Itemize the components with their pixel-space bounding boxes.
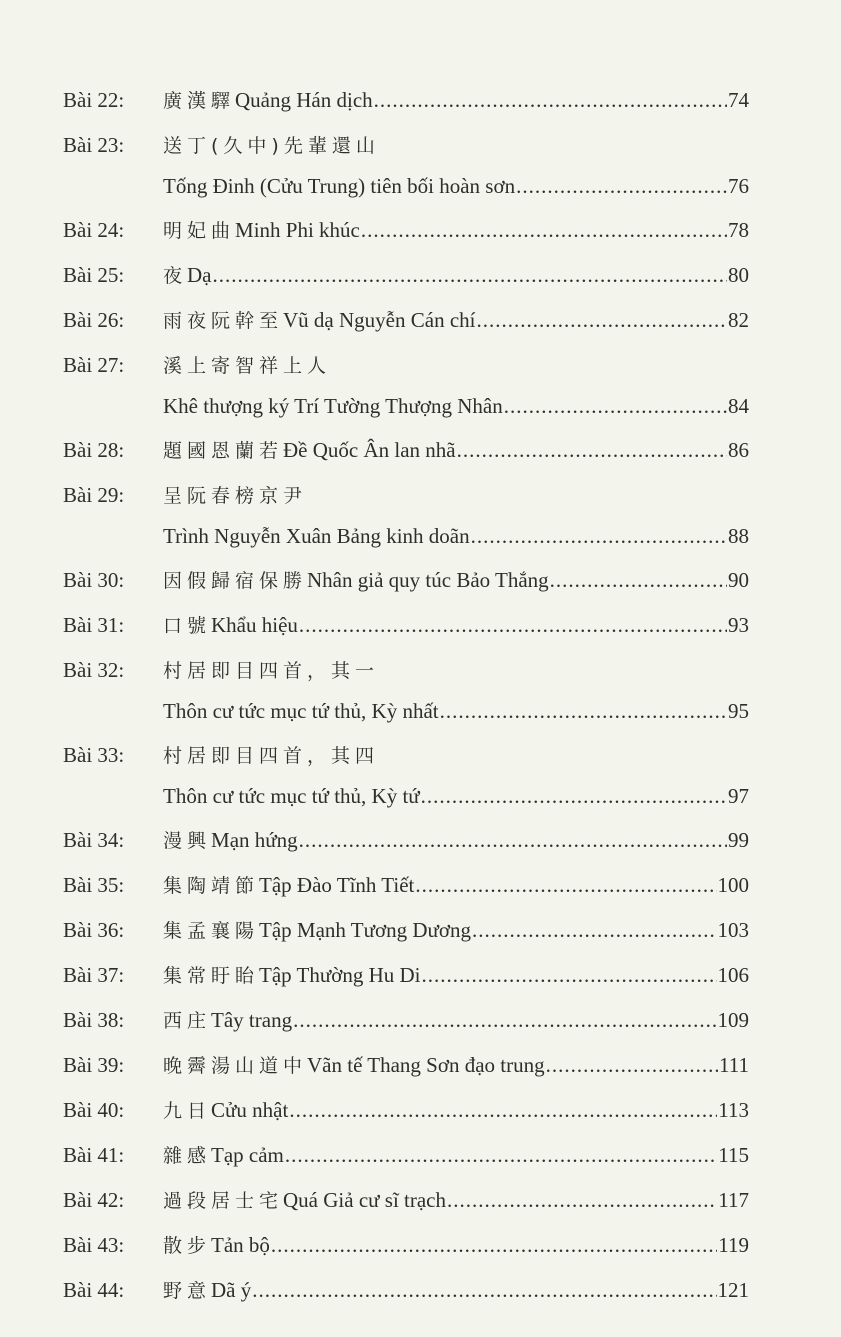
dot-leader (299, 818, 727, 862)
entry-number: Bài 29: (63, 483, 125, 507)
dot-leader (476, 298, 727, 342)
dot-leader (447, 1178, 717, 1222)
han-title: 漫興 (163, 830, 212, 852)
toc-entry (63, 1178, 749, 1223)
toc-entry (63, 998, 749, 1043)
entry-number: Bài 36: (63, 918, 125, 942)
han-title: 溪上寄智祥上人 (163, 355, 332, 377)
toc-entry (63, 558, 749, 603)
toc-entry (63, 908, 749, 953)
han-title: 村居即目四首，其一 (163, 660, 380, 682)
entry-number: Bài 37: (63, 963, 125, 987)
toc-entry (63, 1268, 749, 1313)
han-title: 口號 (163, 615, 212, 637)
page-number: 121 (717, 1278, 749, 1302)
entry-number: Bài 38: (63, 1008, 125, 1032)
page-number: 106 (717, 963, 749, 987)
entry-number: Bài 23: (63, 133, 125, 157)
page-number: 97 (728, 784, 749, 808)
han-title: 夜 (163, 265, 188, 287)
toc-entry (63, 123, 749, 208)
page-number: 88 (728, 524, 749, 548)
entry-number: Bài 39: (63, 1053, 125, 1077)
toc-entry (63, 733, 749, 818)
entry-number: Bài 44: (63, 1278, 125, 1302)
entry-title: Thôn cư tức mục tứ thủ, Kỳ tứ (163, 784, 420, 808)
toc-entry (63, 818, 749, 863)
dot-leader (415, 863, 716, 907)
dot-leader (252, 1268, 716, 1312)
entry-title: Tập Đào Tĩnh Tiết (259, 873, 415, 897)
dot-leader (374, 78, 727, 122)
entry-title: Minh Phi khúc (235, 218, 360, 242)
entry-number: Bài 41: (63, 1143, 125, 1167)
table-of-contents (63, 78, 749, 1313)
entry-number: Bài 30: (63, 568, 125, 592)
page-number: 86 (728, 438, 749, 462)
entry-number: Bài 34: (63, 828, 125, 852)
page-number: 74 (728, 88, 749, 112)
page-number: 100 (717, 873, 749, 897)
entry-number: Bài 32: (63, 658, 125, 682)
toc-entry (63, 343, 749, 428)
han-title: 雨夜阮幹至 (163, 310, 284, 332)
entry-title: Khẩu hiệu (211, 613, 298, 637)
page-number: 117 (718, 1188, 749, 1212)
entry-title: Quảng Hán dịch (235, 88, 373, 112)
han-title: 廣漢驛 (163, 90, 236, 112)
entry-title: Mạn hứng (211, 828, 298, 852)
dot-leader (299, 603, 727, 647)
toc-entry (63, 1043, 749, 1088)
entry-title: Tản bộ (211, 1233, 270, 1257)
han-title: 集陶靖節 (163, 875, 260, 897)
dot-leader (422, 953, 717, 997)
toc-entry (63, 1088, 749, 1133)
dot-leader (546, 1043, 718, 1087)
entry-title: Vãn tế Thang Sơn đạo trung (307, 1053, 545, 1077)
page-number: 80 (728, 263, 749, 287)
toc-entry (63, 473, 749, 558)
page-number: 93 (728, 613, 749, 637)
page-number: 113 (718, 1098, 749, 1122)
toc-entry (63, 428, 749, 473)
entry-number: Bài 40: (63, 1098, 125, 1122)
han-title: 集孟襄陽 (163, 920, 260, 942)
page-number: 76 (728, 174, 749, 198)
entry-title: Dã ý (211, 1278, 252, 1302)
page-number: 78 (728, 218, 749, 242)
dot-leader (457, 428, 727, 472)
entry-number: Bài 22: (63, 88, 125, 112)
toc-entry (63, 298, 749, 343)
han-title: 因假歸宿保勝 (163, 570, 308, 592)
dot-leader (516, 164, 727, 208)
page-number: 90 (728, 568, 749, 592)
dot-leader (271, 1223, 717, 1267)
dot-leader (285, 1133, 717, 1177)
han-title: 明妃曲 (163, 220, 236, 242)
page-number: 119 (718, 1233, 749, 1257)
entry-title: Cửu nhật (211, 1098, 289, 1122)
han-title: 村居即目四首，其四 (163, 745, 380, 767)
entry-number: Bài 26: (63, 308, 125, 332)
dot-leader (471, 514, 727, 558)
dot-leader (550, 558, 727, 602)
page-number: 82 (728, 308, 749, 332)
entry-title: Nhân giả quy túc Bảo Thắng (307, 568, 549, 592)
entry-title: Tây trang (211, 1008, 293, 1032)
entry-title: Tập Thường Hu Di (259, 963, 421, 987)
entry-number: Bài 28: (63, 438, 125, 462)
entry-number: Bài 42: (63, 1188, 125, 1212)
dot-leader (421, 774, 727, 818)
toc-entry (63, 1223, 749, 1268)
dot-leader (289, 1088, 717, 1132)
han-title: 西庄 (163, 1010, 212, 1032)
entry-title: Tạp cảm (211, 1143, 284, 1167)
entry-number: Bài 24: (63, 218, 125, 242)
entry-title: Tập Mạnh Tương Dương (259, 918, 471, 942)
entry-number: Bài 27: (63, 353, 125, 377)
page-number: 109 (717, 1008, 749, 1032)
entry-number: Bài 35: (63, 873, 125, 897)
toc-entry (63, 208, 749, 253)
toc-entry (63, 253, 749, 298)
entry-number: Bài 31: (63, 613, 125, 637)
entry-title: Đề Quốc Ân lan nhã (283, 438, 456, 462)
entry-title: Tống Đinh (Cửu Trung) tiên bối hoàn sơn (163, 174, 516, 198)
entry-number: Bài 25: (63, 263, 125, 287)
dot-leader (213, 253, 727, 297)
han-title: 題國恩蘭若 (163, 440, 284, 462)
page-number: 103 (717, 918, 749, 942)
entry-title: Dạ (187, 263, 212, 287)
entry-number: Bài 43: (63, 1233, 125, 1257)
han-title: 散步 (163, 1235, 212, 1257)
han-title: 集常盱眙 (163, 965, 260, 987)
page-number: 84 (728, 394, 749, 418)
page-number: 111 (719, 1053, 749, 1077)
han-title: 過段居士宅 (163, 1190, 284, 1212)
han-title: 九日 (163, 1100, 212, 1122)
han-title: 雜感 (163, 1145, 212, 1167)
toc-entry (63, 648, 749, 733)
entry-title: Vũ dạ Nguyễn Cán chí (283, 308, 476, 332)
entry-title: Trình Nguyễn Xuân Bảng kinh doãn (163, 524, 470, 548)
page-number: 95 (728, 699, 749, 723)
dot-leader (361, 208, 727, 252)
han-title: 送丁(久中)先輩還山 (163, 135, 380, 157)
han-title: 野意 (163, 1280, 212, 1302)
toc-entry (63, 603, 749, 648)
page-number: 99 (728, 828, 749, 852)
han-title: 呈阮春榜京尹 (163, 485, 308, 507)
dot-leader (440, 689, 727, 733)
dot-leader (472, 908, 717, 952)
toc-entry (63, 863, 749, 908)
toc-entry (63, 78, 749, 123)
entry-title: Quá Giả cư sĩ trạch (283, 1188, 447, 1212)
han-title: 晚霽湯山道中 (163, 1055, 308, 1077)
page-number: 115 (718, 1143, 749, 1167)
dot-leader (504, 384, 727, 428)
toc-entry (63, 1133, 749, 1178)
entry-number: Bài 33: (63, 743, 125, 767)
dot-leader (293, 998, 716, 1042)
toc-entry (63, 953, 749, 998)
entry-title: Khê thượng ký Trí Tường Thượng Nhân (163, 394, 503, 418)
entry-title: Thôn cư tức mục tứ thủ, Kỳ nhất (163, 699, 439, 723)
